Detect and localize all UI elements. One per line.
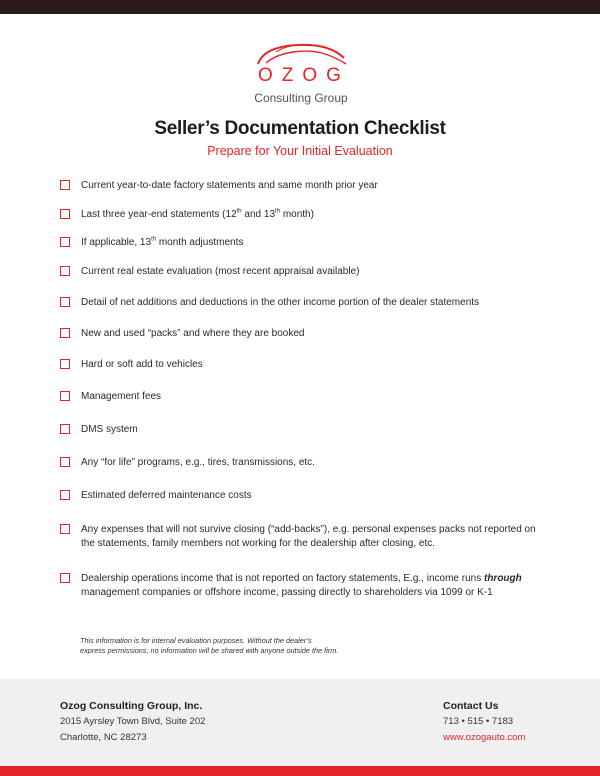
checkbox[interactable] <box>60 573 70 583</box>
checklist-item-label: Management fees <box>81 391 162 402</box>
checkbox[interactable] <box>60 297 70 307</box>
checklist-item-label: Any “for life” programs, e.g., tires, transmissions, etc. <box>81 457 315 468</box>
checklist-item-label: New and used “packs” and where they are booked <box>81 328 305 339</box>
checklist-item-label: DMS system <box>81 424 138 435</box>
footer-phone: 713 • 515 • 7183 <box>443 716 514 727</box>
car-silhouette-icon <box>236 38 366 68</box>
checklist-item-label: Current year-to-date factory statements and same month prior year <box>81 180 378 191</box>
checkbox[interactable] <box>60 490 70 500</box>
confidentiality-note: This information is for internal evaluation purposes. Without the dealer’s express permissions, no information will be shared with anyone outside the firm. <box>80 636 339 655</box>
checkbox[interactable] <box>60 209 70 219</box>
checkbox[interactable] <box>60 237 70 247</box>
checklist-item-label: Detail of net additions and deductions in the other income portion of the dealer statements <box>81 297 480 308</box>
footer-address-line2: Charlotte, NC 28273 <box>60 732 147 743</box>
footer-company-name: Ozog Consulting Group, Inc. <box>60 700 203 712</box>
page-subtitle: Prepare for Your Initial Evaluation <box>207 144 393 158</box>
checklist-item-label: Hard or soft add to vehicles <box>81 359 203 370</box>
page-title: Seller’s Documentation Checklist <box>154 118 446 139</box>
footer <box>0 679 600 766</box>
checklist-item-label: Any expenses that will not survive closing (“add-backs”), e.g. personal expenses packs not reported on the statements, family members not working for the dealership after closing, etc. <box>81 524 536 549</box>
checkbox[interactable] <box>60 524 70 534</box>
checklist-item-label: Current real estate evaluation (most recent appraisal available) <box>81 266 360 277</box>
checkbox[interactable] <box>60 391 70 401</box>
checkbox[interactable] <box>60 359 70 369</box>
company-logo <box>236 38 366 110</box>
footer-contact-title: Contact Us <box>443 700 499 712</box>
checkbox[interactable] <box>60 266 70 276</box>
logo-wordmark: OZOG <box>258 65 350 86</box>
checkbox[interactable] <box>60 424 70 434</box>
checklist-item-label: If applicable, 13th month adjustments <box>81 236 244 248</box>
footer-website-link[interactable]: www.ozogauto.com <box>443 732 526 743</box>
checklist-item-label: Last three year-end statements (12th and 13th month) <box>81 208 314 220</box>
checkbox[interactable] <box>60 180 70 190</box>
footer-address-line1: 2015 Ayrsley Town Blvd, Suite 202 <box>60 716 206 727</box>
checkbox[interactable] <box>60 328 70 338</box>
checkbox[interactable] <box>60 457 70 467</box>
bottom-bar <box>0 766 600 776</box>
top-bar <box>0 0 600 14</box>
checklist-item-label: Estimated deferred maintenance costs <box>81 490 252 501</box>
logo-subtitle: Consulting Group <box>254 91 348 105</box>
checklist-item-label: Dealership operations income that is not reported on factory statements, E.g., income runs through management companies or offshore income, passing directly to shareholders via 1099 or K-1 <box>81 573 522 598</box>
